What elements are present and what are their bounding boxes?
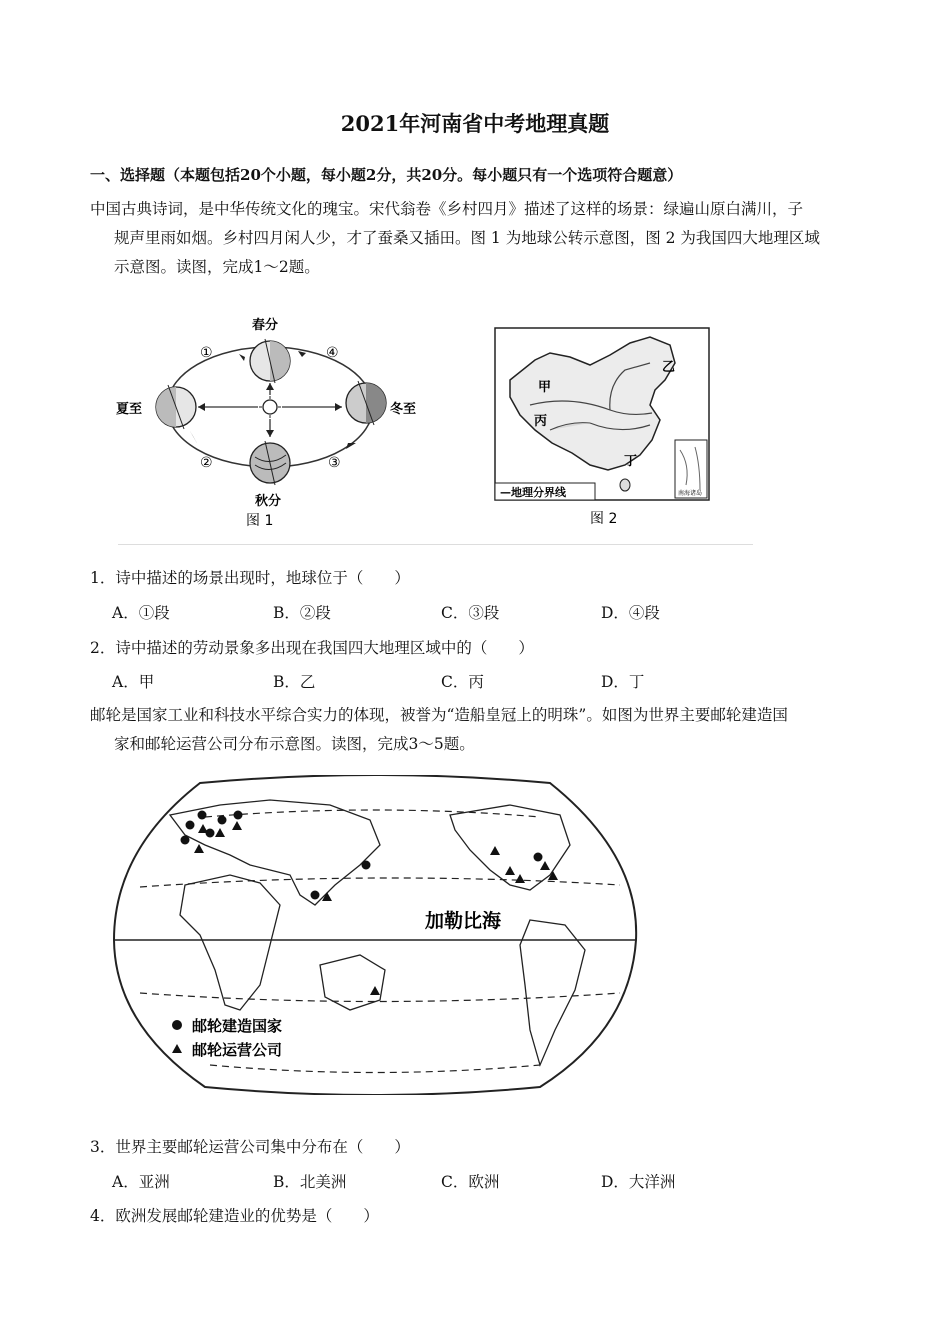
legend-builder-label: 邮轮建造国家 <box>192 1017 283 1035</box>
earth-spring-icon <box>250 339 290 383</box>
q1-option-c[interactable]: C．③段 <box>441 604 500 622</box>
intro-passage-1 <box>90 195 875 282</box>
q1-option-a[interactable]: A．①段 <box>112 604 170 622</box>
figure-1-earth-revolution <box>110 305 440 535</box>
region-bing: 丙 <box>534 414 548 429</box>
map-legend: —地理分界线 <box>500 486 566 499</box>
intro-line: 规声里雨如烟。乡村四月闲人少，才了蚕桑又插田。图 1 为地球公转示意图，图 2 为我国四大地理区域 <box>114 229 820 247</box>
orbit-arrow <box>190 431 198 445</box>
intro-line: 邮轮是国家工业和科技水平综合实力的体现，被誉为“造船皇冠上的明珠”。如图为世界主要邮轮建造国 <box>90 706 788 724</box>
caribbean-label: 加勒比海 <box>425 910 502 932</box>
question-4-stem: 4．欧洲发展邮轮建造业的优势是（ ） <box>90 1207 379 1225</box>
world-cruise-map <box>110 775 640 1095</box>
segment-1: ① <box>200 345 213 361</box>
region-jia: 甲 <box>538 380 552 395</box>
region-yi: 乙 <box>662 360 676 375</box>
orbit-arrow <box>239 354 245 361</box>
inset-label: 南海诸岛 <box>678 490 703 497</box>
page-title: 2021年河南省中考地理真题 <box>340 111 610 136</box>
q1-option-b[interactable]: B．②段 <box>273 604 331 622</box>
q3-option-b[interactable]: B．北美洲 <box>273 1173 347 1191</box>
hainan-island <box>620 479 630 491</box>
earth-summer-icon <box>156 385 196 429</box>
figure-1-caption: 图 1 <box>246 513 274 529</box>
label-winter: 冬至 <box>390 402 417 417</box>
segment-4: ④ <box>326 345 339 361</box>
question-3-stem: 3．世界主要邮轮运营公司集中分布在（ ） <box>90 1138 410 1156</box>
q2-option-b[interactable]: B．乙 <box>273 673 316 691</box>
q3-option-c[interactable]: C．欧洲 <box>441 1173 500 1191</box>
earth-autumn-icon <box>250 441 290 485</box>
question-1-stem: 1．诗中描述的场景出现时，地球位于（ ） <box>90 569 410 587</box>
orbit-arrow <box>346 443 356 449</box>
figure-2-china-regions <box>490 325 720 535</box>
q3-option-d[interactable]: D．大洋洲 <box>601 1173 676 1191</box>
q1-option-d[interactable]: D．④段 <box>601 604 660 622</box>
intro-line: 家和邮轮运营公司分布示意图。读图，完成3～5题。 <box>114 735 475 753</box>
section-heading: 一、选择题（本题包括20个小题，每小题2分，共20分。每小题只有一个选项符合题意） <box>90 166 683 184</box>
q2-option-c[interactable]: C．丙 <box>441 673 484 691</box>
question-2-stem: 2．诗中描述的劳动景象多出现在我国四大地理区域中的（ ） <box>90 639 534 657</box>
label-summer: 夏至 <box>116 402 143 417</box>
earth-winter-icon <box>346 381 386 425</box>
segment-2: ② <box>200 455 213 471</box>
intro-passage-2 <box>90 701 875 759</box>
divider <box>118 544 753 545</box>
sun-icon <box>263 400 277 414</box>
figure-2-caption: 图 2 <box>590 511 618 527</box>
region-ding: 丁 <box>624 454 638 469</box>
q2-option-a[interactable]: A．甲 <box>112 673 155 691</box>
legend-builder-icon <box>172 1020 182 1030</box>
orbit-arrow <box>298 351 306 357</box>
intro-line: 中国古典诗词，是中华传统文化的瑰宝。宋代翁卷《乡村四月》描述了这样的场景：绿遍山原白满川，子 <box>90 200 804 218</box>
intro-line: 示意图。读图，完成1～2题。 <box>114 258 320 276</box>
q2-option-d[interactable]: D．丁 <box>601 673 645 691</box>
q3-option-a[interactable]: A．亚洲 <box>112 1173 170 1191</box>
label-autumn: 秋分 <box>255 494 282 509</box>
legend-operator-label: 邮轮运营公司 <box>192 1041 283 1059</box>
label-spring: 春分 <box>252 318 279 333</box>
segment-3: ③ <box>328 455 341 471</box>
